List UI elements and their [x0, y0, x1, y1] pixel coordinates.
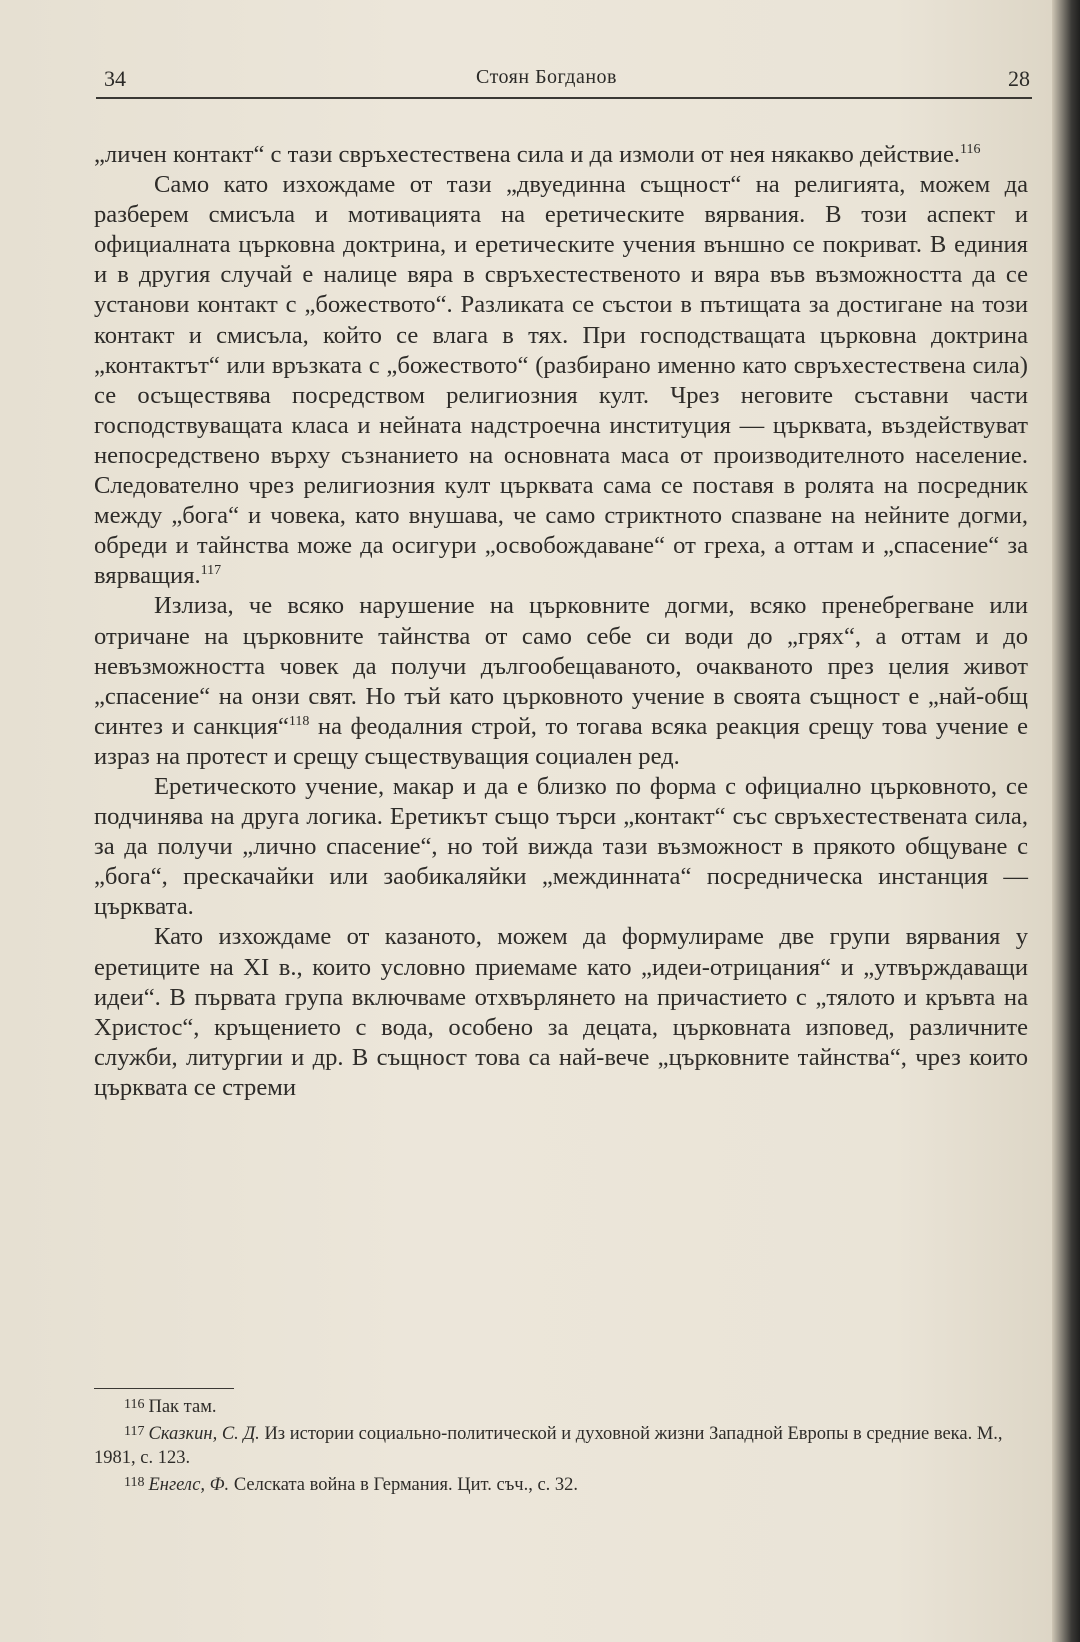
paragraph: [94, 922, 1028, 1103]
paragraph-text: Еретическото учение, макар и да е близко по форма с официално църковното, се подчинява на друга логика. Еретикът също търси „контакт“ със свръхестествената сила, за да получи „лично спасение“, но той вижда тази възможност в прякото общуване с „бога“, прескачайки или заобикаляйки „междинната“ посредническа инстанция — църквата.: [94, 772, 1028, 921]
paragraph-text: на феодалния строй, то тогава всяка реакция срещу това учение е израз на протест и срещу съществуващия социален ред.: [94, 712, 1028, 770]
body-text: [94, 140, 1028, 1103]
header-rule: [96, 97, 1032, 99]
running-header-author: Стоян Богданов: [476, 66, 617, 88]
footnote-text: Селската война в Германия. Цит. съч., с. 32.: [229, 1474, 579, 1495]
footnote-ref: 118: [288, 713, 310, 729]
paragraph: [94, 170, 1028, 591]
paragraph: [94, 772, 1028, 922]
footnote: [94, 1471, 1028, 1498]
footnote-author: Сказкин, С. Д.: [148, 1423, 260, 1444]
running-header: [96, 64, 1030, 96]
footnote-ref: 116: [960, 142, 981, 157]
footnote-text: Из истории социально-политической и духовной жизни Западной Европы в средние века. М., 1981, с. 123.: [94, 1423, 1003, 1468]
footnote-separator: [94, 1388, 234, 1389]
paragraph-text: Само като изхождаме от тази „двуединна същност“ на религията, можем да разберем смисъла и мотивацията на еретическите вярвания. В този аспект и официалната църковна доктрина, и еретическите учения външно се покриват. В единия и в другия случай е налице вяра в свръхестественото и вяра във възможността да се установи контакт с „божеството“. Разликата се състои в пътищата за достигане на този контакт и смисъла, който се влага в тях. При господстващата църковна доктрина „контактът“ или връзката с „божеството“ (разбирано именно като свръхестествена сила) се осъществява посредством религиозния култ. Чрез неговите съставни части господствуващата класа и нейната надстроечна институция — църквата, въздействуват непосредствено върху съзнанието на основната маса от производителното население. Следователно чрез религиозния култ църквата сама се поставя в ролята на посредник между „бога“ и човека, като внушава, че само стриктното спазване на нейните догми, обреди и тайнства може да осигури „освобождаване“ от греха, а оттам и „спасение“ за вярващия.: [94, 171, 1028, 590]
footnote-number: 116: [124, 1397, 145, 1412]
footnotes: [94, 1393, 1028, 1497]
paragraph-text: Излиза, че всяко нарушение на църковните догми, всяко пренебрегване или отричане на църковните тайнства от само себе си води до „грях“, а оттам и до невъзможността човек да получи дългообещаваното, очакваното през целия живот „спасение“ на онзи свят. Но тъй като църковното учение в своята същност е „най-общ синтез и санкция“: [94, 592, 1028, 740]
footnote-number: 117: [124, 1423, 145, 1439]
right-page-number: 28: [1008, 66, 1030, 91]
paragraph: [94, 140, 1028, 170]
footnote-author: Енгелс, Ф.: [148, 1474, 230, 1495]
paragraph-text: „личен контакт“ с тази свръхестествена сила и да измоли от нея някакво действие.: [94, 141, 961, 168]
footnote-text: Пак там.: [148, 1397, 217, 1417]
footnote-ref: 117: [200, 563, 222, 579]
footnote: [94, 1420, 1028, 1471]
footnote-number: 118: [124, 1474, 145, 1490]
paragraph-text: Като изхождаме от казаното, можем да формулираме две групи вярвания у еретиците на XI в., които условно приемаме като „идеи-отрицания“ и „утвърждаващи идеи“. В първата група включваме отхвърлянето на причастието с „тялото и кръвта на Христос“, кръщението с вода, особено за децата, църковната изповед, различните служби, литургии и др. В същност това са най-вече „църковните тайнства“, чрез които църквата се стреми: [94, 923, 1028, 1101]
paragraph: [94, 591, 1028, 772]
left-page-number: 34: [104, 66, 126, 91]
footnote: [94, 1393, 1028, 1420]
book-spine-shadow: [1052, 0, 1080, 1642]
